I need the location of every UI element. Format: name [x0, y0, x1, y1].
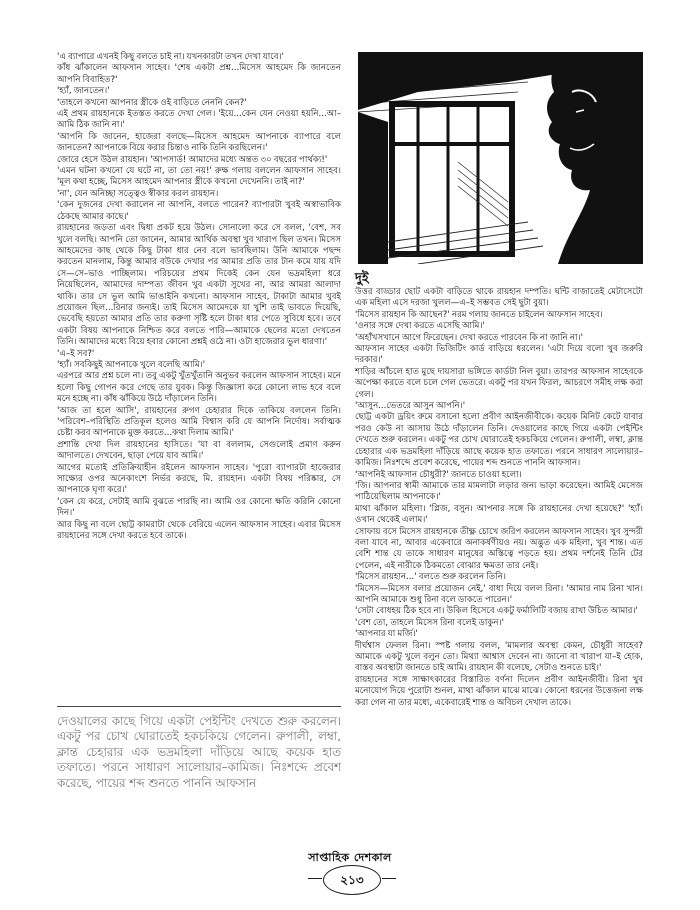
left-paragraph: আগের মতোই প্রতিক্রিয়াহীন রইলেন আফসান সাহেব। 'পুরো ব্যাপারটা হাজেরার সাক্ষ্যের ওপর অনেকাংশে নির্ভর করছে, মি. রায়হান। একটা বিষয় পরিষ্কার, সে আপনাকে ঘৃণা করে।'	[57, 462, 341, 496]
left-paragraph: 'তাহলে কখনো আপনার স্ত্রীকে ওই বাড়িতে নেননি কেন?'	[57, 97, 247, 108]
left-paragraph: 'না', যেন অনিচ্ছা সত্ত্বেও স্বীকার করল রায়হান।	[57, 188, 219, 199]
left-paragraph: 'এমন ঘটনা কখনো যে ঘটে না, তা তো নয়!' রুক্ষ গলায় বললেন আফসান সাহেব। 'মূল কথা হচ্ছে, মিসেস আহমেদ আপনার স্ত্রীকে কখনো দেখেননি। তাই না?'	[57, 166, 341, 188]
left-paragraph: আর কিছু না বলে ছোট্ট কামরাটা থেকে বেরিয়ে এলেন আফসান সাহেব। এবার মিসেস রায়হানের সঙ্গে দেখা করতে হবে তাকে।	[57, 519, 341, 542]
right-paragraph: শাড়ির আঁচলে হাত মুছে দায়সারা ভঙ্গিতে কার্ডটা নিল বুয়া। তারপর আফসান সাহেবকে অপেক্ষা করতে বলে চলে গেল ভেতরে। একটু পর যখন ফিরল, আচরণে সমীহ লক্ষ করা গেল।	[355, 366, 643, 400]
right-paragraph: রায়হানের সঙ্গে সাক্ষাৎকারের বিস্তারিত বর্ণনা দিলেন প্রবীণ আইনজীবী। রিনা খুব মনোযোগ দিয়ে পুরোটা শুনল, মাথা ঝাঁকাল মাঝে মাঝে। কোনো ধরনের উত্তেজনা লক্ষ করা গেল না তার মধ্যে, একেবারেই শান্ত ও অবিচল দেখাল তাকে।	[355, 674, 643, 708]
left-paragraph: 'কেন দুজনের দেখা করালেন না আপনি, বলতে পারেন? ব্যাপারটা খুবই অস্বাভাবিক ঠেকছে আমার কাছে।'	[57, 200, 341, 222]
left-paragraph: এরপরে আর প্রশ্ন চলে না। তবু একটু খুঁতখুঁতানি অনুভব করলেন আফসান সাহেব। মনে হলো কিছু গোপন করে গেছে তার যুবক। কিন্তু জিজ্ঞাসা করে কোনো লাভ হবে বলে মনে হচ্ছে না। কাঁধ ঝাঁকিয়ে উঠে দাঁড়ালেন তিনি।	[57, 371, 341, 405]
left-paragraph: 'হ্যাঁ। সবকিছুই আপনাকে খুলে বলেছি আমি।'	[57, 359, 206, 370]
left-paragraph: প্রশান্তি দেখা দিল রায়হানের হাসিতে। 'যা বা বললাম, সেগুলোই প্রমাণ করুন আদালতে। দেখবেন, ছাড়া পেয়ে যাব আমি।'	[57, 439, 341, 462]
right-paragraph: 'সেটা বোধহয় ঠিক হবে না। উকিল হিসেবে একটু ফর্মালিটি বজায় রাখা উচিত আমার।'	[355, 606, 638, 617]
pull-quote-top-rule	[57, 706, 341, 707]
page-number: ২১৩	[323, 865, 381, 895]
right-paragraph: 'জি। আপনার স্বামী আমাকে তার মামলাটা লড়ার জন্য ভাড়া করেছেন। আমিই মেসেজ পাঠিয়েছিলাম আপনাকে।'	[355, 480, 643, 503]
right-paragraph: 'মিসেস রায়হান কি আছেন?' নরম গলায় জানতে চাইলেন আফসান সাহেব।	[355, 309, 603, 320]
right-paragraph: ছোট্ট একটা ড্রয়িং রুমে বসানো হলো প্রবীণ আইনজীবীকে। কয়েক মিনিট কেটে যাবার পরও কেউ না আসায় উঠে দাঁড়ালেন তিনি। দেওয়ালের কাছে গিয়ে একটা পেইন্টিং দেখতে শুরু করলেন। একটু পর চোখ ঘোরাতেই হকচকিয়ে গেলেন। রুপালী, লম্বা, ক্লান্ত চেহারার এক ভদ্রমহিলা দাঁড়িয়ে আছে কয়েক হাত তফাতে। পরনে সাধারণ সালোয়ার–কামিজ। নিঃশব্দে প্রবেশ করেছে, পায়ের শব্দ শুনতে পাননি আফসান।	[355, 412, 643, 469]
right-text-column	[355, 272, 643, 709]
left-paragraph: 'এ ব্যাপারে এখনই কিছু বলতে চাই না। যখনকারটা তখন দেখা যাবে।'	[57, 52, 284, 62]
pull-quote	[57, 714, 341, 791]
right-paragraph: 'আসুন...ভেতরে আসুন আপনি।'	[355, 401, 466, 412]
section-heading: দুই	[355, 271, 369, 286]
right-paragraph: দীর্ঘশ্বাস ফেলল রিনা। স্পষ্ট গলায় বলল, 'মামলার অবস্থা কেমন, চৌধুরী সাহেব? আমাকে একটু খুলে বলুন তো। মিথ্যা আশ্বাস দেবেন না। জানো বা খারাপ যা–ই হোক, বাস্তব অবস্থাটা জানতে চাই আমি। রায়হান কী বলেছে, সেটাও শুনতে চাই।'	[355, 640, 643, 674]
right-paragraph: 'আপনার যা মর্জি।'	[355, 629, 418, 640]
left-paragraph: 'এ–ই সব?'	[57, 348, 95, 359]
right-paragraph: 'মিসেস—মিসেস বলার প্রয়োজন নেই,' বাধা দিয়ে বলল রিনা। 'আমার নাম রিনা খান। আপনি আমাকে শুধু রিনা বলে ডাকতে পারেন।'	[355, 583, 643, 605]
left-paragraph: কাঁধ ঝাঁকালেন আফসান সাহেব। 'শেষ একটা প্রশ্ন...মিসেস আহমেদ কি জানতেন আপনি বিবাহিত?'	[57, 63, 341, 85]
left-paragraph: এই প্রথম রায়হানকে ইতস্তত করতে দেখা গেল। 'ইয়ে...কেন যেন নেওয়া হয়নি...আ–আমি ঠিক জানি না।'	[57, 109, 341, 131]
right-paragraph: 'মিসেস রায়হান...' বলতে শুরু করলেন তিনি।	[355, 572, 506, 583]
right-paragraph: 'অহাঁখসখানে আগে ফিরেছেন। দেখা করতে পারবেন কি না জানি না।'	[355, 332, 583, 343]
magazine-name: সাপ্তাহিক দেশকাল	[308, 851, 392, 864]
right-paragraph: 'ওনার সঙ্গে দেখা করতে এসেছি আমি।'	[355, 321, 485, 332]
left-text-column	[57, 52, 341, 542]
window-and-man-illustration	[358, 52, 643, 264]
left-paragraph: 'কেন যে করে, সেটাই আমি বুঝতে পারছি না। আমি ওর কোনো ক্ষতি করিনি কোনো দিন।'	[57, 496, 341, 519]
pull-quote-text: দেওয়ালের কাছে গিয়ে একটা পেইন্টিং দেখতে শুরু করলেন। একটু পর চোখ ঘোরাতেই হকচকিয়ে গেলেন। রুপালী, লম্বা, ক্লান্ত চেহারার এক ভদ্রমহিলা দাঁড়িয়ে আছে কয়েক হাত তফাতে। পরনে সাধারণ সালোয়ার–কামিজ। নিঃশব্দে প্রবেশ করেছে, পায়ের শব্দ শুনতে পাননি আফসান	[57, 714, 341, 790]
left-paragraph: 'আপনি কি জানেন, হাজেরা বলছে—মিসেস আহমেদ আপনাকে ব্যাপারে বলে জানতেন? আপনাকে বিয়ে করার চিন্তাও নাকি তিনি করছিলেন।'	[57, 131, 341, 154]
left-paragraph: 'আজ তা হলে আসি', রায়হানের রুগণ চেহারার দিকে তাকিয়ে বললেন তিনি। 'পরিবেশ–পরিস্থিতি প্রতিকূল হলেও আমি বিশ্বাস করি যে আপনি নির্দোষ। সর্বাত্মক চেষ্টা করব আপনাকে মুক্ত করতে...কথা দিলাম আমি।'	[57, 405, 341, 439]
right-paragraph: মাথা ঝাঁকাল মহিলা। 'প্লিজ, বসুন। আপনার সঙ্গে কি রায়হানের দেখা হয়েছে?' 'হ্যাঁ। ওখান থেকেই এলাম।'	[355, 503, 643, 526]
right-paragraph: আফসান সাহেব একটা ভিজিটিং কার্ড বাড়িয়ে ধরলেন। 'এটা দিয়ে বলো খুব জরুরি দরকার।'	[355, 344, 643, 366]
left-paragraph: রায়হানের জড়তা এবং দ্বিধা প্রকট হয়ে উঠল। সোনালো করে সে বলল, 'বেশ, সব খুলে বলছি। আপনি তো জানেন, আমার আর্থিক অবস্থা খুব খারাপ ছিল তখন। মিসেস আহমেদের কাছ থেকে কিছু টাকা ধার নেব বলে ভাবছিলাম। উনি আমাকে পছন্দ করতেন মানলাম, কিন্তু আমার বউকে দেখার পর আমার প্রতি তার টান কমে যায় যদি সে—সে–ভাও পাচ্ছিলাম। পরিচয়ের প্রথম দিকেই কেন যেন ভদ্রমহিলা ধরে নিয়েছিলেন, আমাদের দাম্পত্য জীবন খুব একটা সুখের না, আর আমরা আলাদা থাকি। তার সে ভুল আমি ভাঙাইনি কখনো। আফসান সাহেব, টাকাটা আমার খুবই প্রয়োজন ছিল...রিনার জন্যই। তাই মিসেস আমেদকে যা খুশি তাই ভাবতে দিয়েছি, ভেবেছি হয়তো আমার প্রতি তার করুণা সৃষ্টি হলে টাকা ধার পেতে সুবিধে হবে। তবে একটা বিষয় আপনাকে নিশ্চিত করে বলতে পারি—আমাকে ছেলের মতো দেখতেন তিনি। আমাদের মধ্যে বিয়ে হবার কোনো প্রশ্নই ওঠে না। ওটা হাজেরার ভুল ধারণা।'	[57, 223, 341, 348]
right-paragraph: 'বেশ তো, তাহলে মিসেস রিনা বলেই ডাকুন।'	[355, 617, 504, 628]
left-paragraph: 'হ্যাঁ, জানতেন।'	[57, 86, 110, 97]
left-paragraph: জোরে হেসে উঠল রায়হান। 'আপসার্ড! আমাদের মধ্যে অন্তত ৩০ বছরের পার্থক্য!'	[57, 154, 328, 165]
right-paragraph: 'আপনিই আফসান চৌধুরী?' জানতে চাওয়া হলো।	[355, 469, 522, 480]
right-paragraph: উত্তর বাড্ডার ছোট একটা বাড়িতে থাকে রায়হান দম্পতি। ঘন্টি বাজাতেই মেটাসেটো এক মহিলা এসে দরজা খুলল—এ–ই সম্ভবত সেই ছুটা বুয়া।	[355, 287, 643, 309]
right-paragraph: সোফায় বসে মিসেস রায়হানকে তীক্ষ্ণ চোখে জরিপ করলেন আফসান সাহেব। খুব সুন্দরী বলা যাবে না, আবার একেবারে অনাকর্ষণীয়ও নয়। অদ্ভুত এক মহিলা, খুব শান্ত। এত বেশি শান্ত যে তাকে সাধারণ মানুষের অস্তিত্বে পড়তে হয়। প্রথম দর্শনেই তিনি টের পেলেন, এই নারীকে ঠিকমতো বোঝার ক্ষমতা তার নেই।	[355, 526, 643, 571]
right-paragraphs	[355, 287, 643, 709]
